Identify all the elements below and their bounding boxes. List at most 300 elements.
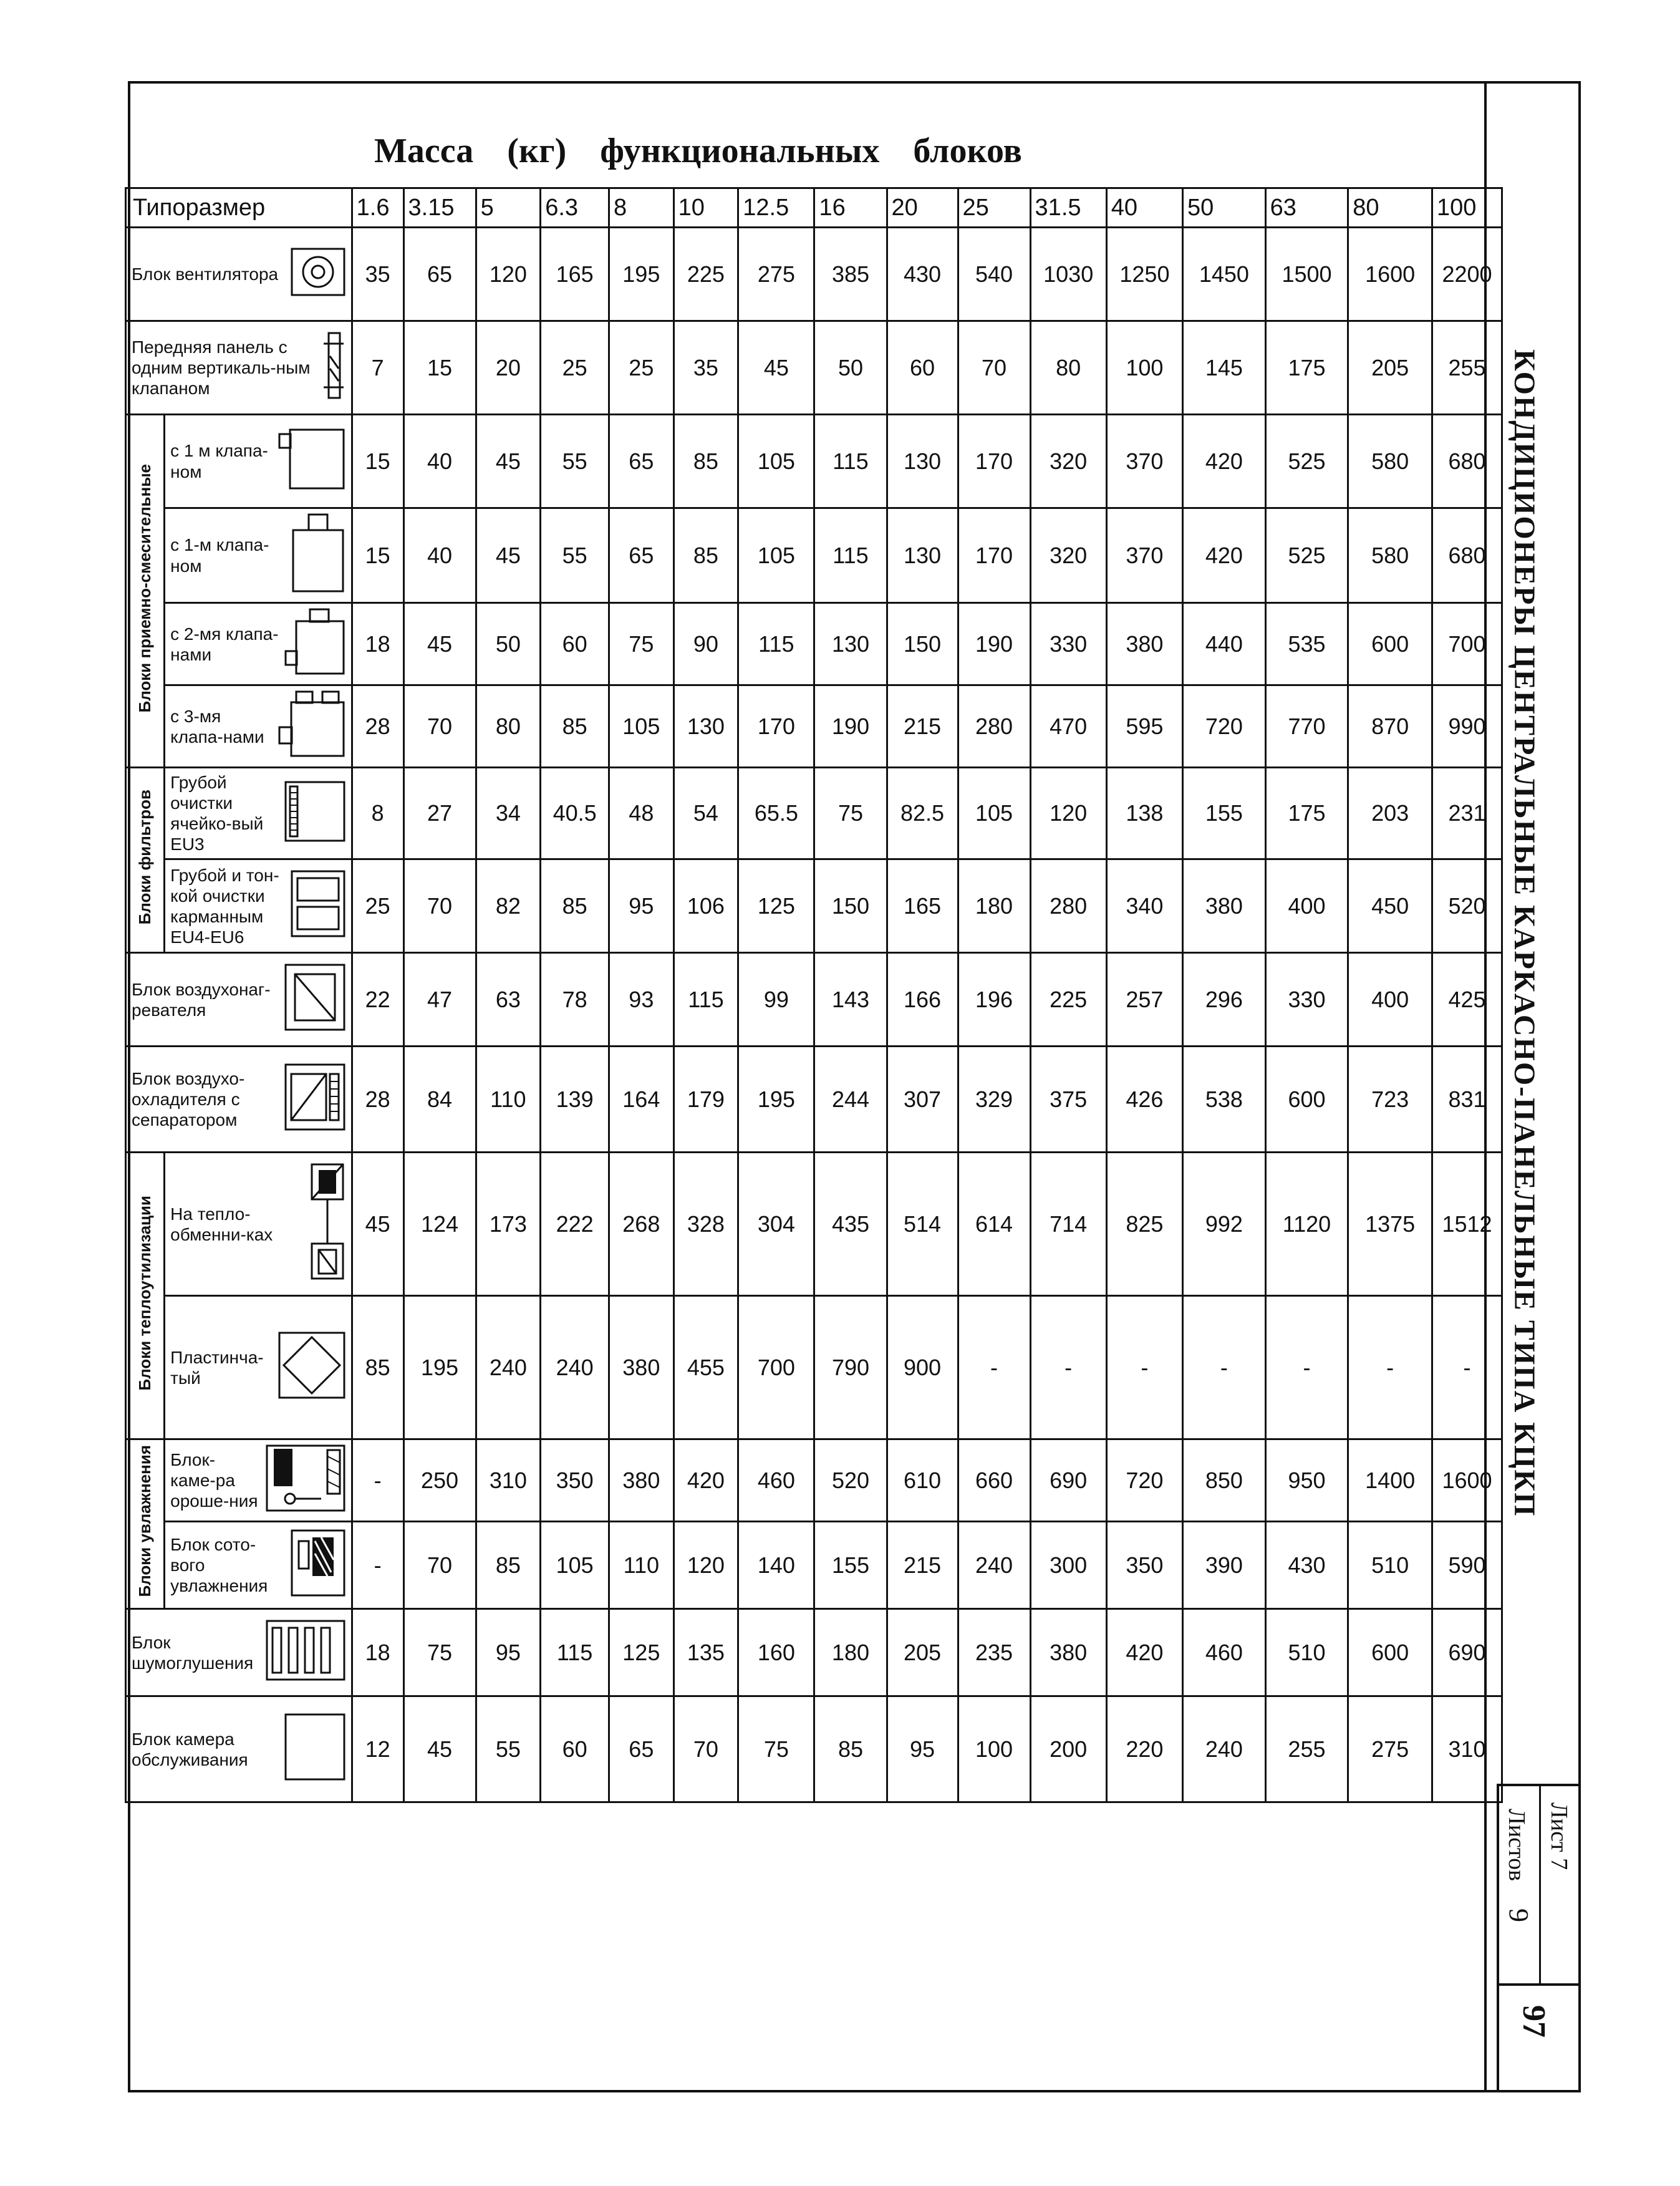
size-header-cell: 25 — [958, 188, 1030, 228]
size-header-cell: 5 — [476, 188, 541, 228]
mass-value-cell: - — [958, 1296, 1030, 1439]
mass-value-cell: 510 — [1265, 1609, 1348, 1696]
mass-value-cell: 45 — [352, 1153, 403, 1296]
mass-value-cell: 28 — [352, 685, 403, 768]
row-label-cell — [126, 228, 352, 321]
row-label-cell — [126, 1609, 352, 1696]
mass-value-cell: 35 — [673, 321, 738, 415]
mass-value-cell: 720 — [1183, 685, 1266, 768]
mass-value-cell: 65.5 — [738, 768, 814, 859]
mass-value-cell: 65 — [609, 1696, 674, 1802]
mixing-top-valve-icon — [290, 513, 346, 598]
mass-value-cell: 60 — [887, 321, 958, 415]
row-label-cell — [126, 1696, 352, 1802]
mass-value-cell: 1120 — [1265, 1153, 1348, 1296]
mass-value-cell: 115 — [541, 1609, 609, 1696]
table-row — [126, 321, 1502, 415]
mass-value-cell: 75 — [403, 1609, 476, 1696]
mass-value-cell: 95 — [887, 1696, 958, 1802]
mass-value-cell: 400 — [1348, 953, 1432, 1047]
mass-value-cell: 65 — [403, 228, 476, 321]
mass-value-cell: 82.5 — [887, 768, 958, 859]
mass-value-cell: 257 — [1106, 953, 1182, 1047]
mass-value-cell: 205 — [887, 1609, 958, 1696]
mass-value-cell: 370 — [1106, 508, 1182, 603]
mass-value-cell: 45 — [403, 603, 476, 685]
mass-value-cell: 240 — [476, 1296, 541, 1439]
mass-value-cell: 700 — [738, 1296, 814, 1439]
row-label-cell — [165, 685, 352, 768]
row-label-cell — [126, 321, 352, 415]
mass-value-cell: 420 — [1106, 1609, 1182, 1696]
row-label: Блок шумоглушения — [132, 1632, 254, 1673]
mass-value-cell: - — [1183, 1296, 1266, 1439]
mass-value-cell: 164 — [609, 1047, 674, 1153]
mass-value-cell: 385 — [814, 228, 887, 321]
mass-value-cell: 690 — [1030, 1439, 1106, 1522]
row-label: Грубой очистки ячейко-вый EU3 — [170, 773, 264, 854]
mixing-side-valve-icon — [278, 428, 346, 495]
row-label-cell — [165, 603, 352, 685]
sheets-count: 9 — [1504, 1908, 1534, 1922]
mass-value-cell: 350 — [1106, 1522, 1182, 1609]
mass-value-cell: 770 — [1265, 685, 1348, 768]
mass-value-cell: 100 — [1106, 321, 1182, 415]
group-label: Блоки приемно-смесительные — [135, 463, 155, 713]
mass-value-cell: 160 — [738, 1609, 814, 1696]
table-row — [126, 603, 1502, 685]
mass-value-cell: 375 — [1030, 1047, 1106, 1153]
row-label: с 2-мя клапа-нами — [170, 624, 279, 664]
spray-chamber-icon — [265, 1444, 346, 1517]
mass-value-cell: 75 — [814, 768, 887, 859]
mass-value-cell: 15 — [352, 415, 403, 508]
mass-value-cell: 8 — [352, 768, 403, 859]
mass-value-cell: 304 — [738, 1153, 814, 1296]
mass-value-cell: 225 — [1030, 953, 1106, 1047]
mass-value-cell: 115 — [814, 508, 887, 603]
table-row — [126, 228, 1502, 321]
mass-value-cell: 115 — [738, 603, 814, 685]
mass-value-cell: 54 — [673, 768, 738, 859]
mass-value-cell: 196 — [958, 953, 1030, 1047]
mass-value-cell: 20 — [476, 321, 541, 415]
mass-value-cell: 400 — [1265, 859, 1348, 953]
mass-value-cell: 310 — [1432, 1696, 1502, 1802]
mass-value-cell: 18 — [352, 1609, 403, 1696]
mass-value-cell: 85 — [541, 859, 609, 953]
mass-value-cell: 200 — [1030, 1696, 1106, 1802]
mass-value-cell: 45 — [476, 508, 541, 603]
table-row — [126, 415, 1502, 508]
mass-value-cell: 255 — [1265, 1696, 1348, 1802]
mass-value-cell: 380 — [609, 1296, 674, 1439]
mass-value-cell: 55 — [541, 508, 609, 603]
mass-value-cell: 15 — [352, 508, 403, 603]
mass-value-cell: 190 — [958, 603, 1030, 685]
mass-value-cell: 105 — [958, 768, 1030, 859]
page-number: 97 — [1516, 2005, 1552, 2038]
mass-value-cell: 139 — [541, 1047, 609, 1153]
mass-value-cell: 992 — [1183, 1153, 1266, 1296]
mass-value-cell: 790 — [814, 1296, 887, 1439]
mass-value-cell: 420 — [1183, 508, 1266, 603]
fan-icon — [290, 247, 346, 301]
heat-exchanger-icon — [309, 1163, 346, 1285]
mass-value-cell: 307 — [887, 1047, 958, 1153]
group-label-cell — [126, 1153, 165, 1439]
mass-value-cell: 100 — [958, 1696, 1030, 1802]
table-row — [126, 768, 1502, 859]
mixing-two-valves-icon — [284, 607, 346, 680]
row-label: Передняя панель с одним вертикаль-ным клапаном — [132, 337, 311, 399]
mass-value-cell: 40.5 — [541, 768, 609, 859]
row-label: Пластинча-тый — [170, 1347, 264, 1388]
mass-value-cell: 165 — [541, 228, 609, 321]
mass-value-cell: 93 — [609, 953, 674, 1047]
size-header-cell: 3.15 — [403, 188, 476, 228]
mass-value-cell: 105 — [541, 1522, 609, 1609]
mass-value-cell: 390 — [1183, 1522, 1266, 1609]
size-header-cell: 40 — [1106, 188, 1182, 228]
mass-value-cell: 124 — [403, 1153, 476, 1296]
table-row — [126, 1609, 1502, 1696]
row-label-cell — [165, 508, 352, 603]
mass-value-cell: 426 — [1106, 1047, 1182, 1153]
mixing-three-valves-icon — [278, 690, 346, 763]
mass-value-cell: 610 — [887, 1439, 958, 1522]
mass-value-cell: 1375 — [1348, 1153, 1432, 1296]
mass-value-cell: 720 — [1106, 1439, 1182, 1522]
mass-value-cell: 700 — [1432, 603, 1502, 685]
mass-value-cell: 1250 — [1106, 228, 1182, 321]
sheet-divider — [1539, 1784, 1541, 1983]
table-row — [126, 1296, 1502, 1439]
mass-value-cell: 179 — [673, 1047, 738, 1153]
mass-value-cell: 222 — [541, 1153, 609, 1296]
mass-value-cell: 1600 — [1348, 228, 1432, 321]
mass-value-cell: - — [1030, 1296, 1106, 1439]
mass-value-cell: 175 — [1265, 768, 1348, 859]
mass-value-cell: 600 — [1348, 603, 1432, 685]
mass-value-cell: 330 — [1265, 953, 1348, 1047]
size-header-cell: 20 — [887, 188, 958, 228]
mass-value-cell: 115 — [814, 415, 887, 508]
mass-value-cell: 235 — [958, 1609, 1030, 1696]
size-header-cell: 80 — [1348, 188, 1432, 228]
mass-value-cell: 175 — [1265, 321, 1348, 415]
mass-value-cell: 85 — [476, 1522, 541, 1609]
mass-value-cell: 45 — [476, 415, 541, 508]
mass-value-cell: 296 — [1183, 953, 1266, 1047]
mass-value-cell: - — [352, 1522, 403, 1609]
mass-value-cell: 215 — [887, 1522, 958, 1609]
sheet-divider — [1497, 1983, 1581, 1986]
mass-value-cell: 525 — [1265, 508, 1348, 603]
mass-value-cell: 138 — [1106, 768, 1182, 859]
service-chamber-icon — [284, 1713, 346, 1786]
mass-value-cell: 1400 — [1348, 1439, 1432, 1522]
mass-value-cell: 460 — [738, 1439, 814, 1522]
mass-value-cell: 28 — [352, 1047, 403, 1153]
mass-value-cell: 55 — [541, 415, 609, 508]
mass-value-cell: - — [1106, 1296, 1182, 1439]
mass-value-cell: 190 — [814, 685, 887, 768]
sheets-label: Листов — [1504, 1809, 1530, 1882]
row-label-cell — [165, 1153, 352, 1296]
mass-value-cell: 300 — [1030, 1522, 1106, 1609]
mass-value-cell: 40 — [403, 415, 476, 508]
mass-value-cell: 12 — [352, 1696, 403, 1802]
mass-value-cell: 82 — [476, 859, 541, 953]
row-label: Блок воздухонаг-ревателя — [132, 979, 271, 1020]
mass-value-cell: 380 — [1106, 603, 1182, 685]
row-label: Блок камера обслуживания — [132, 1729, 248, 1769]
mass-value-cell: 870 — [1348, 685, 1432, 768]
row-label: с 1-м клапа-ном — [170, 535, 269, 576]
mass-value-cell: 105 — [738, 508, 814, 603]
mass-value-cell: 25 — [541, 321, 609, 415]
heater-icon — [284, 963, 346, 1036]
mass-value-cell: 825 — [1106, 1153, 1182, 1296]
mass-value-cell: 340 — [1106, 859, 1182, 953]
vertical-document-title: КОНДИЦИОНЕРЫ ЦЕНТРАЛЬНЫЕ КАРКАСНО-ПАНЕЛЬНЫЕ ТИПА КЦКП — [1508, 349, 1541, 1517]
size-header-cell: 6.3 — [541, 188, 609, 228]
table-row — [126, 1047, 1502, 1153]
mass-value-cell: 195 — [609, 228, 674, 321]
row-label-cell — [165, 768, 352, 859]
mass-value-cell: 310 — [476, 1439, 541, 1522]
mass-value-cell: 660 — [958, 1439, 1030, 1522]
mass-value-cell: 723 — [1348, 1047, 1432, 1153]
mass-value-cell: 2200 — [1432, 228, 1502, 321]
mass-value-cell: 70 — [403, 859, 476, 953]
mass-value-cell: 280 — [958, 685, 1030, 768]
mass-value-cell: 173 — [476, 1153, 541, 1296]
row-label-cell — [126, 953, 352, 1047]
mass-value-cell: 84 — [403, 1047, 476, 1153]
mass-value-cell: 1030 — [1030, 228, 1106, 321]
mass-value-cell: 690 — [1432, 1609, 1502, 1696]
mass-value-cell: 240 — [958, 1522, 1030, 1609]
row-label-cell — [165, 1296, 352, 1439]
row-label-cell — [165, 415, 352, 508]
table-row — [126, 1439, 1502, 1522]
mass-value-cell: 80 — [476, 685, 541, 768]
mass-value-cell: 180 — [814, 1609, 887, 1696]
mass-value-cell: 1500 — [1265, 228, 1348, 321]
mass-value-cell: 155 — [1183, 768, 1266, 859]
mass-value-cell: 78 — [541, 953, 609, 1047]
mass-value-cell: 831 — [1432, 1047, 1502, 1153]
mass-value-cell: 380 — [1030, 1609, 1106, 1696]
mass-value-cell: 155 — [814, 1522, 887, 1609]
group-label-cell — [126, 415, 165, 768]
mass-value-cell: 85 — [541, 685, 609, 768]
mass-value-cell: 99 — [738, 953, 814, 1047]
mass-value-cell: 520 — [1432, 859, 1502, 953]
mass-value-cell: 525 — [1265, 415, 1348, 508]
mass-value-cell: - — [1348, 1296, 1432, 1439]
mass-value-cell: 520 — [814, 1439, 887, 1522]
bag-filter-icon — [290, 869, 346, 942]
mass-value-cell: 48 — [609, 768, 674, 859]
mass-value-cell: 435 — [814, 1153, 887, 1296]
row-label: с 1 м клапа-ном — [170, 441, 268, 481]
table-row — [126, 1522, 1502, 1609]
group-label-cell — [126, 1439, 165, 1609]
mass-value-cell: 125 — [738, 859, 814, 953]
mass-value-cell: 600 — [1265, 1047, 1348, 1153]
row-label: с 3-мя клапа-нами — [170, 706, 264, 747]
mass-value-cell: 580 — [1348, 415, 1432, 508]
mass-value-cell: 7 — [352, 321, 403, 415]
mass-value-cell: 614 — [958, 1153, 1030, 1296]
mass-value-cell: 590 — [1432, 1522, 1502, 1609]
mass-value-cell: 460 — [1183, 1609, 1266, 1696]
mass-value-cell: 130 — [814, 603, 887, 685]
mass-value-cell: 231 — [1432, 768, 1502, 859]
mass-value-cell: 105 — [738, 415, 814, 508]
silencer-icon — [265, 1619, 346, 1686]
mass-value-cell: 110 — [609, 1522, 674, 1609]
mass-value-cell: 150 — [887, 603, 958, 685]
honeycomb-humidifier-icon — [290, 1529, 346, 1602]
mass-value-cell: 135 — [673, 1609, 738, 1696]
mass-value-cell: 1512 — [1432, 1153, 1502, 1296]
mass-value-cell: 170 — [738, 685, 814, 768]
size-header-cell: 10 — [673, 188, 738, 228]
mass-value-cell: 130 — [673, 685, 738, 768]
mass-value-cell: 950 — [1265, 1439, 1348, 1522]
size-header-cell: 63 — [1265, 188, 1348, 228]
mass-table — [125, 187, 1503, 1803]
mass-value-cell: 275 — [1348, 1696, 1432, 1802]
mass-value-cell: 990 — [1432, 685, 1502, 768]
mass-value-cell: 115 — [673, 953, 738, 1047]
mass-value-cell: 320 — [1030, 415, 1106, 508]
size-header-cell: 8 — [609, 188, 674, 228]
mass-value-cell: 40 — [403, 508, 476, 603]
mass-value-cell: 63 — [476, 953, 541, 1047]
mass-value-cell: - — [1432, 1296, 1502, 1439]
valve-panel-icon — [321, 331, 346, 404]
mass-value-cell: 170 — [958, 415, 1030, 508]
mass-value-cell: 380 — [1183, 859, 1266, 953]
mass-value-cell: 255 — [1432, 321, 1502, 415]
mass-value-cell: 22 — [352, 953, 403, 1047]
mass-value-cell: 900 — [887, 1296, 958, 1439]
mass-value-cell: 320 — [1030, 508, 1106, 603]
group-label: Блоки фильтров — [135, 790, 155, 925]
mass-value-cell: 580 — [1348, 508, 1432, 603]
mass-value-cell: 25 — [352, 859, 403, 953]
mass-value-cell: 470 — [1030, 685, 1106, 768]
mass-value-cell: 275 — [738, 228, 814, 321]
mass-value-cell: 380 — [609, 1439, 674, 1522]
mass-value-cell: 180 — [958, 859, 1030, 953]
mass-value-cell: 205 — [1348, 321, 1432, 415]
mass-value-cell: 45 — [738, 321, 814, 415]
mass-value-cell: 165 — [887, 859, 958, 953]
row-label: На тепло-обменни-ках — [170, 1204, 273, 1244]
mass-value-cell: 120 — [476, 228, 541, 321]
size-header-cell: 100 — [1432, 188, 1502, 228]
row-label-cell — [165, 1439, 352, 1522]
group-label: Блоки увлажнения — [135, 1445, 155, 1597]
mass-value-cell: 714 — [1030, 1153, 1106, 1296]
group-label: Блоки теплоутилизации — [135, 1195, 155, 1391]
row-label: Блок сото-вого увлажнения — [170, 1535, 268, 1596]
mass-value-cell: 203 — [1348, 768, 1432, 859]
mass-value-cell: 47 — [403, 953, 476, 1047]
size-header-cell: 16 — [814, 188, 887, 228]
mass-value-cell: 250 — [403, 1439, 476, 1522]
mass-value-cell: 70 — [958, 321, 1030, 415]
mass-value-cell: 244 — [814, 1047, 887, 1153]
mass-value-cell: 95 — [609, 859, 674, 953]
table-row — [126, 508, 1502, 603]
mass-value-cell: 60 — [541, 1696, 609, 1802]
mass-value-cell: 330 — [1030, 603, 1106, 685]
size-header-cell: 1.6 — [352, 188, 403, 228]
mass-value-cell: 430 — [1265, 1522, 1348, 1609]
mass-value-cell: 600 — [1348, 1609, 1432, 1696]
mass-value-cell: 130 — [887, 508, 958, 603]
mass-value-cell: 240 — [541, 1296, 609, 1439]
mass-value-cell: 140 — [738, 1522, 814, 1609]
mass-value-cell: 143 — [814, 953, 887, 1047]
table-row — [126, 859, 1502, 953]
mass-value-cell: 350 — [541, 1439, 609, 1522]
group-label-cell — [126, 768, 165, 953]
mass-value-cell: 105 — [609, 685, 674, 768]
mass-value-cell: 420 — [673, 1439, 738, 1522]
row-label-cell — [165, 859, 352, 953]
mass-value-cell: 440 — [1183, 603, 1266, 685]
row-label: Блок воздухо-охладителя с сепаратором — [132, 1069, 245, 1130]
mass-value-cell: 80 — [1030, 321, 1106, 415]
table-row — [126, 1696, 1502, 1802]
mass-value-cell: 329 — [958, 1047, 1030, 1153]
mass-value-cell: 85 — [814, 1696, 887, 1802]
mass-value-cell: 430 — [887, 228, 958, 321]
row-label-cell — [126, 1047, 352, 1153]
mass-value-cell: 25 — [609, 321, 674, 415]
mass-value-cell: 1600 — [1432, 1439, 1502, 1522]
mass-value-cell: 27 — [403, 768, 476, 859]
mass-value-cell: 220 — [1106, 1696, 1182, 1802]
mass-value-cell: - — [1265, 1296, 1348, 1439]
mass-value-cell: 15 — [403, 321, 476, 415]
mass-value-cell: 65 — [609, 415, 674, 508]
table-row — [126, 953, 1502, 1047]
mass-value-cell: 60 — [541, 603, 609, 685]
size-header-label: Типоразмер — [126, 188, 352, 228]
mass-value-cell: 120 — [673, 1522, 738, 1609]
mass-value-cell: 106 — [673, 859, 738, 953]
mass-value-cell: 70 — [403, 685, 476, 768]
mass-value-cell: 425 — [1432, 953, 1502, 1047]
mass-value-cell: 85 — [673, 415, 738, 508]
mass-value-cell: 120 — [1030, 768, 1106, 859]
mass-value-cell: 1450 — [1183, 228, 1266, 321]
mass-value-cell: 595 — [1106, 685, 1182, 768]
mass-value-cell: 50 — [814, 321, 887, 415]
mass-value-cell: 370 — [1106, 415, 1182, 508]
mass-value-cell: 268 — [609, 1153, 674, 1296]
table-row — [126, 685, 1502, 768]
